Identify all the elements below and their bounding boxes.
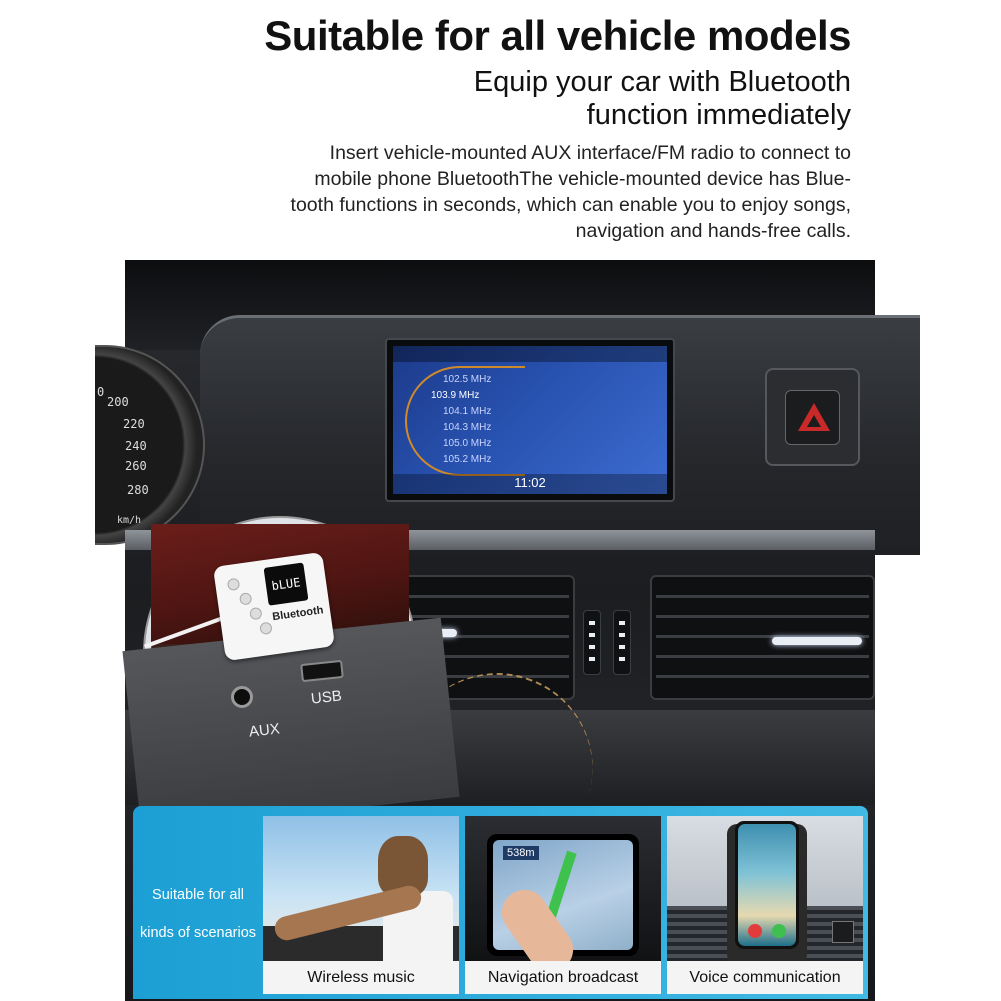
receiver-button xyxy=(249,607,263,621)
scenario-caption: Wireless music xyxy=(263,961,459,994)
decline-call-icon xyxy=(748,924,762,938)
aux-label: AUX xyxy=(248,720,281,741)
scenarios-label-line: kinds of scenarios xyxy=(139,925,257,941)
receiver-button xyxy=(239,592,253,606)
nav-distance: 538m xyxy=(503,846,539,860)
device-closeup xyxy=(145,518,415,788)
hazard-button-housing xyxy=(765,368,860,466)
hazard-icon xyxy=(832,921,854,943)
vent-knob-marker xyxy=(589,657,595,661)
scenario-caption: Navigation broadcast xyxy=(465,961,661,994)
gauge-number: 220 xyxy=(123,417,145,431)
radio-display xyxy=(393,346,667,494)
vent-slat xyxy=(656,595,869,598)
frequency-item-active: 103.9 MHz xyxy=(431,390,480,401)
gauge-number: 260 xyxy=(125,459,147,473)
vent-knob-marker xyxy=(589,645,595,649)
receiver-button xyxy=(227,578,241,592)
call-screen xyxy=(738,824,796,946)
vent-knob-marker xyxy=(619,621,625,625)
frequency-item: 105.0 MHz xyxy=(443,438,492,449)
gauge-number: 200 xyxy=(107,395,129,409)
description-line: mobile phone BluetoothThe vehicle-mounted device has Blue- xyxy=(314,168,851,190)
vent-knob-marker xyxy=(619,633,625,637)
bluetooth-receiver xyxy=(213,552,335,661)
description-line: Insert vehicle-mounted AUX interface/FM radio to connect to xyxy=(329,142,851,164)
usb-label: USB xyxy=(310,687,343,708)
header xyxy=(151,10,851,244)
gauge-number: 280 xyxy=(127,483,149,497)
frequency-item: 104.3 MHz xyxy=(443,422,492,433)
scenarios-panel xyxy=(133,806,868,999)
screen-header-bar xyxy=(393,346,667,362)
receiver-button xyxy=(259,622,273,636)
hazard-triangle-inner xyxy=(807,415,821,427)
frequency-item: 102.5 MHz xyxy=(443,374,492,385)
frequency-item: 105.2 MHz xyxy=(443,454,492,465)
vent-knob-marker xyxy=(589,621,595,625)
subtitle-line: function immediately xyxy=(586,99,851,131)
scenario-card-navigation xyxy=(465,816,661,994)
subtitle xyxy=(151,66,851,132)
clock: 11:02 xyxy=(514,475,546,490)
vent-knob xyxy=(583,610,601,675)
air-vent-right xyxy=(650,575,875,700)
aux-port xyxy=(231,686,253,708)
vent-slat xyxy=(656,675,869,678)
frequency-item: 104.1 MHz xyxy=(443,406,492,417)
gauge-number: 240 xyxy=(125,439,147,453)
vent-slat xyxy=(656,655,869,658)
page-title: Suitable for all vehicle models xyxy=(264,12,851,59)
navigation-photo xyxy=(465,816,661,961)
vent-knob-marker xyxy=(619,645,625,649)
scenario-caption: Voice communication xyxy=(667,961,863,994)
scenario-card-music xyxy=(263,816,459,994)
hazard-button xyxy=(785,390,840,445)
vent-slat xyxy=(391,615,569,618)
vent-slat xyxy=(391,595,569,598)
gauge-unit: km/h xyxy=(117,515,142,526)
scenarios-label xyxy=(133,876,263,952)
description-line: navigation and hands-free calls. xyxy=(575,220,851,242)
voice-call-photo xyxy=(667,816,863,961)
ambient-light xyxy=(772,637,862,645)
scenarios-label-line: Suitable for all xyxy=(152,887,244,903)
gauge-number: 0 xyxy=(97,385,105,399)
receiver-display: bLUE xyxy=(264,563,309,606)
receiver-brand: Bluetooth xyxy=(271,604,325,624)
vent-knob xyxy=(613,610,631,675)
phone xyxy=(735,821,799,949)
vent-slat xyxy=(656,615,869,618)
vent-knob-marker xyxy=(589,633,595,637)
speedometer-gauge xyxy=(95,345,205,545)
infotainment-screen xyxy=(385,338,675,502)
vent-knob-marker xyxy=(619,657,625,661)
description xyxy=(151,140,851,244)
description-line: tooth functions in seconds, which can enable you to enjoy songs, xyxy=(290,194,851,216)
accept-call-icon xyxy=(772,924,786,938)
scenario-card-voice xyxy=(667,816,863,994)
subtitle-line: Equip your car with Bluetooth xyxy=(473,66,851,98)
center-vent-controls xyxy=(575,600,645,690)
wireless-music-photo xyxy=(263,816,459,961)
